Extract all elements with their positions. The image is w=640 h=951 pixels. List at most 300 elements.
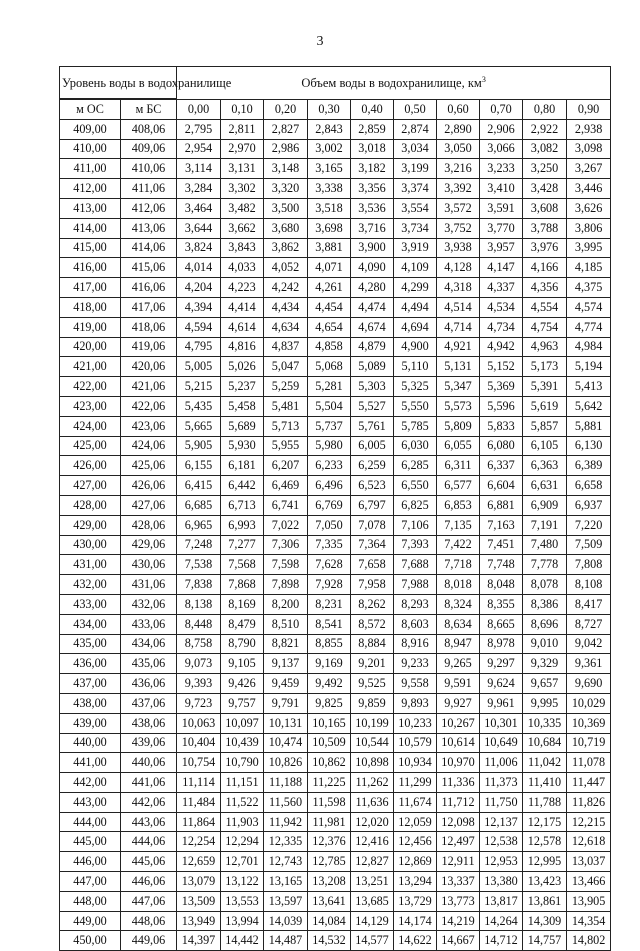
volume-cell: 4,474 [351, 297, 394, 317]
volume-cell: 14,532 [308, 931, 351, 951]
volume-cell: 7,958 [351, 575, 394, 595]
volume-cell: 12,376 [308, 832, 351, 852]
volume-cell: 6,105 [523, 436, 567, 456]
volume-cell: 8,479 [221, 614, 264, 634]
volume-cell: 4,984 [567, 337, 611, 357]
volume-cell: 9,393 [177, 674, 221, 694]
volume-cell: 3,233 [480, 159, 523, 179]
volume-cell: 3,216 [437, 159, 480, 179]
volume-cell: 3,752 [437, 218, 480, 238]
volume-cell: 12,869 [394, 852, 437, 872]
table-row [60, 733, 611, 753]
level-bs-cell: 417,06 [121, 297, 177, 317]
header-fraction: 0,40 [351, 100, 394, 120]
volume-cell: 5,504 [308, 396, 351, 416]
volume-cell: 13,509 [177, 891, 221, 911]
volume-cell: 6,030 [394, 436, 437, 456]
volume-cell: 7,509 [567, 535, 611, 555]
volume-cell: 5,980 [308, 436, 351, 456]
volume-cell: 14,354 [567, 911, 611, 931]
level-os-cell: 447,00 [60, 872, 121, 892]
level-bs-cell: 432,06 [121, 594, 177, 614]
volume-cell: 4,299 [394, 278, 437, 298]
volume-cell: 11,114 [177, 773, 221, 793]
volume-cell: 4,816 [221, 337, 264, 357]
volume-cell: 10,165 [308, 713, 351, 733]
volume-cell: 14,309 [523, 911, 567, 931]
volume-cell: 4,774 [567, 317, 611, 337]
volume-cell: 3,131 [221, 159, 264, 179]
volume-cell: 8,727 [567, 614, 611, 634]
table-row [60, 713, 611, 733]
table-row [60, 159, 611, 179]
volume-cell: 8,200 [264, 594, 308, 614]
volume-cell: 3,554 [394, 198, 437, 218]
volume-cell: 2,890 [437, 119, 480, 139]
level-os-cell: 434,00 [60, 614, 121, 634]
volume-cell: 10,097 [221, 713, 264, 733]
level-os-cell: 423,00 [60, 396, 121, 416]
volume-cell: 11,864 [177, 812, 221, 832]
table-row [60, 377, 611, 397]
level-os-cell: 416,00 [60, 258, 121, 278]
level-os-cell: 442,00 [60, 773, 121, 793]
volume-cell: 3,919 [394, 238, 437, 258]
volume-cell: 13,079 [177, 872, 221, 892]
volume-cell: 14,622 [394, 931, 437, 951]
volume-cell: 6,769 [308, 495, 351, 515]
volume-cell: 9,525 [351, 674, 394, 694]
table-row [60, 535, 611, 555]
volume-cell: 9,459 [264, 674, 308, 694]
header-row-units [60, 100, 611, 120]
page-number: 3 [316, 34, 324, 49]
volume-cell: 10,404 [177, 733, 221, 753]
level-bs-cell: 411,06 [121, 179, 177, 199]
volume-cell: 11,712 [437, 792, 480, 812]
level-os-cell: 444,00 [60, 812, 121, 832]
volume-cell: 4,714 [437, 317, 480, 337]
volume-cell: 3,698 [308, 218, 351, 238]
volume-cell: 8,978 [480, 634, 523, 654]
volume-cell: 9,073 [177, 654, 221, 674]
volume-cell: 6,496 [308, 476, 351, 496]
level-os-cell: 446,00 [60, 852, 121, 872]
level-bs-cell: 427,06 [121, 495, 177, 515]
volume-cell: 12,578 [523, 832, 567, 852]
volume-cell: 10,934 [394, 753, 437, 773]
volume-cell: 8,324 [437, 594, 480, 614]
volume-cell: 7,568 [221, 555, 264, 575]
header-water-volume-text: Объем воды в водохранилище, км [301, 75, 482, 90]
volume-cell: 9,201 [351, 654, 394, 674]
volume-cell: 5,833 [480, 416, 523, 436]
volume-cell: 6,685 [177, 495, 221, 515]
level-bs-cell: 412,06 [121, 198, 177, 218]
level-os-cell: 411,00 [60, 159, 121, 179]
level-os-cell: 409,00 [60, 119, 121, 139]
level-bs-cell: 410,06 [121, 159, 177, 179]
volume-cell: 2,922 [523, 119, 567, 139]
volume-cell: 4,280 [351, 278, 394, 298]
volume-cell: 12,294 [221, 832, 264, 852]
volume-cell: 10,063 [177, 713, 221, 733]
level-bs-cell: 415,06 [121, 258, 177, 278]
volume-cell: 8,048 [480, 575, 523, 595]
volume-cell: 12,785 [308, 852, 351, 872]
volume-cell: 8,758 [177, 634, 221, 654]
volume-cell: 14,802 [567, 931, 611, 951]
volume-cell: 9,010 [523, 634, 567, 654]
volume-cell: 6,853 [437, 495, 480, 515]
volume-cell: 13,553 [221, 891, 264, 911]
volume-cell: 13,905 [567, 891, 611, 911]
volume-cell: 14,219 [437, 911, 480, 931]
volume-cell: 6,937 [567, 495, 611, 515]
volume-cell: 7,628 [308, 555, 351, 575]
volume-cell: 4,614 [221, 317, 264, 337]
volume-cell: 8,018 [437, 575, 480, 595]
volume-cell: 5,435 [177, 396, 221, 416]
table-row [60, 456, 611, 476]
volume-cell: 3,626 [567, 198, 611, 218]
volume-cell: 3,250 [523, 159, 567, 179]
volume-cell: 6,442 [221, 476, 264, 496]
volume-cell: 7,135 [437, 515, 480, 535]
volume-cell: 5,259 [264, 377, 308, 397]
volume-cell: 6,337 [480, 456, 523, 476]
header-col-os: м ОС [60, 100, 121, 120]
level-bs-cell: 421,06 [121, 377, 177, 397]
volume-cell: 11,598 [308, 792, 351, 812]
volume-cell: 7,451 [480, 535, 523, 555]
volume-cell: 4,242 [264, 278, 308, 298]
volume-cell: 6,285 [394, 456, 437, 476]
volume-cell: 5,325 [394, 377, 437, 397]
volume-cell: 12,098 [437, 812, 480, 832]
volume-cell: 9,657 [523, 674, 567, 694]
volume-cell: 4,204 [177, 278, 221, 298]
volume-cell: 4,109 [394, 258, 437, 278]
volume-cell: 10,579 [394, 733, 437, 753]
volume-cell: 4,734 [480, 317, 523, 337]
volume-cell: 12,743 [264, 852, 308, 872]
volume-cell: 9,042 [567, 634, 611, 654]
volume-cell: 13,817 [480, 891, 523, 911]
volume-cell: 11,636 [351, 792, 394, 812]
volume-cell: 5,881 [567, 416, 611, 436]
level-bs-cell: 436,06 [121, 674, 177, 694]
volume-cell: 3,148 [264, 159, 308, 179]
volume-cell: 4,434 [264, 297, 308, 317]
volume-cell: 13,337 [437, 872, 480, 892]
volume-cell: 14,129 [351, 911, 394, 931]
level-bs-cell: 424,06 [121, 436, 177, 456]
volume-cell: 6,389 [567, 456, 611, 476]
table-row [60, 139, 611, 159]
volume-cell: 2,970 [221, 139, 264, 159]
level-bs-cell: 430,06 [121, 555, 177, 575]
volume-cell: 6,550 [394, 476, 437, 496]
volume-cell: 3,572 [437, 198, 480, 218]
volume-cell: 7,422 [437, 535, 480, 555]
volume-cell: 2,859 [351, 119, 394, 139]
volume-cell: 4,963 [523, 337, 567, 357]
volume-cell: 7,838 [177, 575, 221, 595]
level-bs-cell: 428,06 [121, 515, 177, 535]
volume-cell: 4,534 [480, 297, 523, 317]
volume-cell: 3,500 [264, 198, 308, 218]
level-os-cell: 445,00 [60, 832, 121, 852]
volume-cell: 9,825 [308, 693, 351, 713]
volume-cell: 4,654 [308, 317, 351, 337]
volume-cell: 14,084 [308, 911, 351, 931]
volume-cell: 12,538 [480, 832, 523, 852]
volume-cell: 7,598 [264, 555, 308, 575]
volume-cell: 11,410 [523, 773, 567, 793]
volume-cell: 3,843 [221, 238, 264, 258]
level-os-cell: 412,00 [60, 179, 121, 199]
volume-cell: 7,191 [523, 515, 567, 535]
table-row [60, 812, 611, 832]
volume-cell: 5,215 [177, 377, 221, 397]
volume-cell: 3,338 [308, 179, 351, 199]
volume-cell: 8,696 [523, 614, 567, 634]
level-bs-cell: 448,06 [121, 911, 177, 931]
volume-cell: 3,356 [351, 179, 394, 199]
level-os-cell: 413,00 [60, 198, 121, 218]
volume-cell: 13,466 [567, 872, 611, 892]
volume-cell: 10,862 [308, 753, 351, 773]
volume-cell: 11,151 [221, 773, 264, 793]
volume-cell: 4,942 [480, 337, 523, 357]
volume-cell: 5,955 [264, 436, 308, 456]
volume-cell: 6,259 [351, 456, 394, 476]
volume-cell: 8,572 [351, 614, 394, 634]
volume-cell: 9,265 [437, 654, 480, 674]
volume-cell: 10,439 [221, 733, 264, 753]
volume-cell: 5,527 [351, 396, 394, 416]
volume-cell: 13,773 [437, 891, 480, 911]
volume-cell: 13,729 [394, 891, 437, 911]
table-row [60, 357, 611, 377]
level-os-cell: 418,00 [60, 297, 121, 317]
volume-cell: 3,881 [308, 238, 351, 258]
volume-cell: 13,037 [567, 852, 611, 872]
volume-cell: 11,903 [221, 812, 264, 832]
volume-cell: 13,208 [308, 872, 351, 892]
volume-cell: 3,050 [437, 139, 480, 159]
level-bs-cell: 443,06 [121, 812, 177, 832]
volume-cell: 8,510 [264, 614, 308, 634]
volume-cell: 4,674 [351, 317, 394, 337]
volume-cell: 5,596 [480, 396, 523, 416]
volume-cell: 11,484 [177, 792, 221, 812]
volume-cell: 3,644 [177, 218, 221, 238]
volume-cell: 8,634 [437, 614, 480, 634]
volume-cell: 3,302 [221, 179, 264, 199]
level-os-cell: 420,00 [60, 337, 121, 357]
table-row [60, 179, 611, 199]
volume-cell: 12,701 [221, 852, 264, 872]
volume-cell: 8,138 [177, 594, 221, 614]
volume-cell: 6,233 [308, 456, 351, 476]
volume-cell: 4,166 [523, 258, 567, 278]
volume-cell: 13,423 [523, 872, 567, 892]
level-os-cell: 441,00 [60, 753, 121, 773]
volume-cell: 14,397 [177, 931, 221, 951]
header-fraction: 0,20 [264, 100, 308, 120]
volume-cell: 11,225 [308, 773, 351, 793]
table-row [60, 832, 611, 852]
volume-cell: 4,634 [264, 317, 308, 337]
volume-cell: 7,480 [523, 535, 567, 555]
volume-cell: 14,442 [221, 931, 264, 951]
volume-cell: 3,034 [394, 139, 437, 159]
volume-cell: 7,688 [394, 555, 437, 575]
level-bs-cell: 434,06 [121, 634, 177, 654]
level-bs-cell: 437,06 [121, 693, 177, 713]
volume-cell: 5,194 [567, 357, 611, 377]
volume-cell: 7,898 [264, 575, 308, 595]
header-fraction: 0,70 [480, 100, 523, 120]
volume-cell: 13,380 [480, 872, 523, 892]
volume-cell: 3,957 [480, 238, 523, 258]
volume-cell: 8,884 [351, 634, 394, 654]
header-fraction: 0,00 [177, 100, 221, 120]
volume-cell: 10,199 [351, 713, 394, 733]
volume-cell: 4,414 [221, 297, 264, 317]
volume-cell: 12,137 [480, 812, 523, 832]
volume-cell: 6,631 [523, 476, 567, 496]
volume-cell: 6,604 [480, 476, 523, 496]
volume-cell: 7,163 [480, 515, 523, 535]
volume-cell: 13,122 [221, 872, 264, 892]
table-row [60, 317, 611, 337]
volume-cell: 2,906 [480, 119, 523, 139]
volume-cell: 5,237 [221, 377, 264, 397]
level-bs-cell: 422,06 [121, 396, 177, 416]
volume-cell: 3,680 [264, 218, 308, 238]
volume-cell: 5,391 [523, 377, 567, 397]
volume-cell: 5,930 [221, 436, 264, 456]
volume-cell: 3,199 [394, 159, 437, 179]
volume-cell: 4,694 [394, 317, 437, 337]
volume-cell: 3,018 [351, 139, 394, 159]
volume-cell: 5,689 [221, 416, 264, 436]
volume-cell: 6,658 [567, 476, 611, 496]
volume-cell: 5,550 [394, 396, 437, 416]
volume-cell: 5,857 [523, 416, 567, 436]
level-bs-cell: 419,06 [121, 337, 177, 357]
volume-cell: 3,662 [221, 218, 264, 238]
table-row [60, 634, 611, 654]
volume-cell: 9,426 [221, 674, 264, 694]
level-bs-cell: 444,06 [121, 832, 177, 852]
level-os-cell: 425,00 [60, 436, 121, 456]
volume-cell: 9,591 [437, 674, 480, 694]
level-bs-cell: 431,06 [121, 575, 177, 595]
volume-cell: 8,386 [523, 594, 567, 614]
volume-cell: 5,110 [394, 357, 437, 377]
volume-cell: 9,137 [264, 654, 308, 674]
volume-cell: 12,995 [523, 852, 567, 872]
volume-cell: 14,757 [523, 931, 567, 951]
header-fraction: 0,90 [567, 100, 611, 120]
volume-cell: 4,879 [351, 337, 394, 357]
level-bs-cell: 439,06 [121, 733, 177, 753]
volume-cell: 5,619 [523, 396, 567, 416]
volume-cell: 9,233 [394, 654, 437, 674]
level-os-cell: 431,00 [60, 555, 121, 575]
volume-cell: 6,469 [264, 476, 308, 496]
volume-cell: 4,014 [177, 258, 221, 278]
volume-cell: 13,861 [523, 891, 567, 911]
table-row [60, 575, 611, 595]
level-bs-cell: 447,06 [121, 891, 177, 911]
level-bs-cell: 425,06 [121, 456, 177, 476]
volume-cell: 14,264 [480, 911, 523, 931]
level-os-cell: 450,00 [60, 931, 121, 951]
volume-cell: 3,002 [308, 139, 351, 159]
volume-cell: 7,335 [308, 535, 351, 555]
table-row [60, 495, 611, 515]
table-row [60, 753, 611, 773]
table-row [60, 614, 611, 634]
volume-cell: 13,949 [177, 911, 221, 931]
volume-cell: 8,108 [567, 575, 611, 595]
volume-cell: 10,614 [437, 733, 480, 753]
volume-cell: 9,791 [264, 693, 308, 713]
volume-cell: 3,464 [177, 198, 221, 218]
volume-cell: 9,105 [221, 654, 264, 674]
volume-cell: 7,306 [264, 535, 308, 555]
volume-cell: 8,355 [480, 594, 523, 614]
volume-cell: 8,293 [394, 594, 437, 614]
volume-cell: 2,795 [177, 119, 221, 139]
table-row [60, 931, 611, 951]
level-bs-cell: 429,06 [121, 535, 177, 555]
volume-cell: 11,522 [221, 792, 264, 812]
level-bs-cell: 418,06 [121, 317, 177, 337]
level-bs-cell: 445,06 [121, 852, 177, 872]
volume-cell: 4,337 [480, 278, 523, 298]
volume-cell: 11,560 [264, 792, 308, 812]
volume-cell: 10,233 [394, 713, 437, 733]
volume-cell: 3,482 [221, 198, 264, 218]
volume-cell: 10,369 [567, 713, 611, 733]
table-row [60, 891, 611, 911]
header-fraction: 0,30 [308, 100, 351, 120]
volume-cell: 9,893 [394, 693, 437, 713]
volume-cell: 6,207 [264, 456, 308, 476]
volume-cell: 4,858 [308, 337, 351, 357]
volume-cell: 2,986 [264, 139, 308, 159]
volume-cell: 14,039 [264, 911, 308, 931]
volume-cell: 6,741 [264, 495, 308, 515]
volume-cell: 10,970 [437, 753, 480, 773]
volume-cell: 5,642 [567, 396, 611, 416]
table-row [60, 555, 611, 575]
volume-cell: 5,665 [177, 416, 221, 436]
volume-cell: 3,824 [177, 238, 221, 258]
volume-cell: 11,078 [567, 753, 611, 773]
level-bs-cell: 433,06 [121, 614, 177, 634]
volume-cell: 7,220 [567, 515, 611, 535]
table-row [60, 693, 611, 713]
volume-cell: 5,369 [480, 377, 523, 397]
volume-cell: 11,299 [394, 773, 437, 793]
